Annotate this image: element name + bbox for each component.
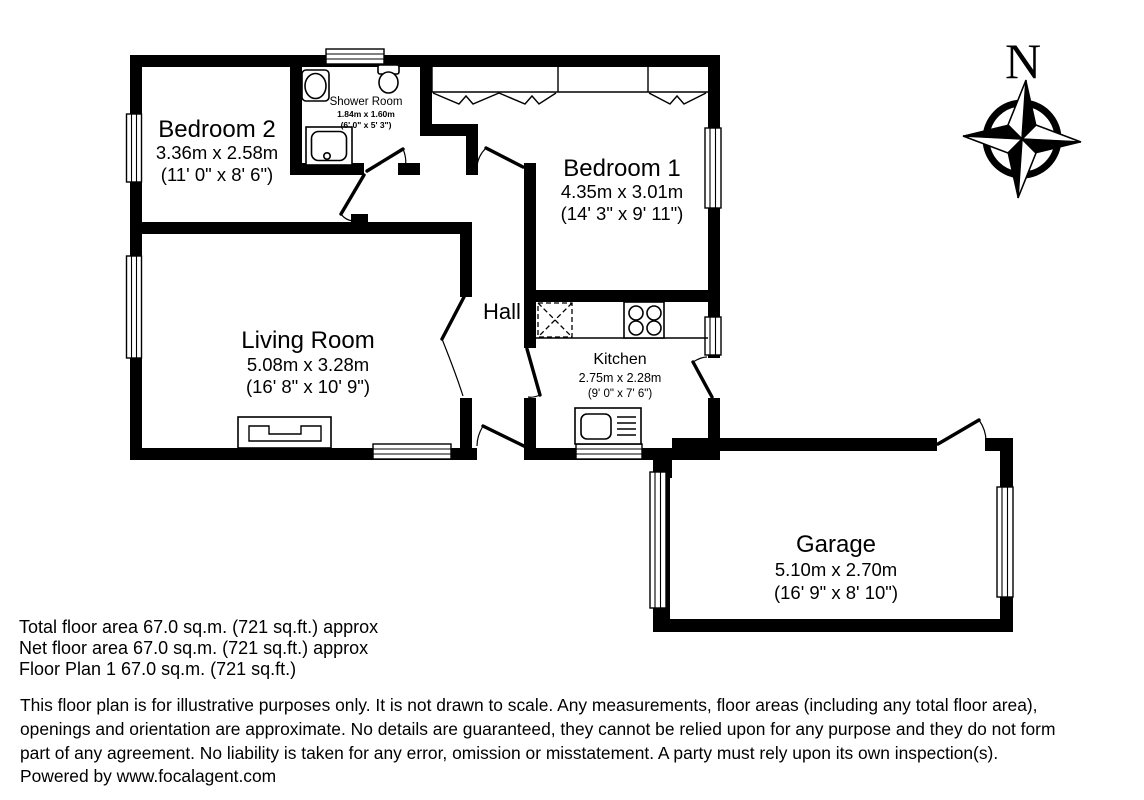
window-living-left (127, 256, 142, 358)
window-living-bottom (373, 444, 451, 459)
door-kitchen-back (693, 357, 712, 397)
kitchen-dim-imperial: (9' 0" x 7' 6") (587, 388, 653, 400)
window-garage-left (650, 472, 666, 608)
window-shower-top (326, 49, 384, 64)
living-room-dim-imperial: (16' 8" x 10' 9") (245, 376, 371, 397)
door-entrance (477, 426, 530, 449)
disclaimer-line: openings and orientation are approximate. No details are guaranteed, they cannot be relied upon for any purpose and they do not form (20, 719, 1056, 739)
wall-segment (653, 619, 1013, 632)
bathroom-sink (302, 70, 329, 101)
wall-segment (420, 55, 432, 136)
wall-segment (466, 136, 478, 175)
disclaimer (20, 695, 1055, 786)
north-label: N (1004, 33, 1042, 89)
total-floor-area: Total floor area 67.0 sq.m. (721 sq.ft.) approx (19, 617, 379, 637)
window-bedroom1-right (705, 128, 721, 208)
window-kitchen-bottom (576, 444, 642, 459)
floor-plan-area: Floor Plan 1 67.0 sq.m. (721 sq.ft.) (19, 659, 297, 679)
powered-by: Powered by www.focalagent.com (20, 766, 277, 786)
wall-segment (672, 438, 937, 451)
compass-rose-icon (963, 33, 1081, 198)
wall-segment (351, 214, 368, 226)
bedroom1-label: Bedroom 1 (563, 155, 681, 182)
shower-room-dim-metric: 1.84m x 1.60m (337, 109, 395, 119)
window-kitchen-right (705, 317, 721, 355)
shower-room-dim-imperial: (6' 0" x 5' 3") (340, 120, 392, 130)
door-garage (938, 420, 986, 444)
fireplace (238, 417, 331, 448)
disclaimer-line: This floor plan is for illustrative purposes only. It is not drawn to scale. Any measurements, floor areas (including any total floor area), (20, 695, 1038, 715)
hall-label: Hall (483, 299, 521, 324)
wall-segment (420, 124, 478, 136)
bedroom2-dim-imperial: (11' 0" x 8' 6") (160, 164, 274, 185)
living-room-dim-metric: 5.08m x 3.28m (246, 354, 370, 375)
window-garage-right (997, 487, 1013, 597)
kitchen-label: Kitchen (593, 351, 647, 368)
bedroom2-label: Bedroom 2 (158, 116, 276, 143)
bedroom1-dim-metric: 4.35m x 3.01m (560, 181, 684, 202)
bedroom2-dim-metric: 3.36m x 2.58m (155, 142, 279, 163)
net-floor-area: Net floor area 67.0 sq.m. (721 sq.ft.) approx (19, 638, 369, 658)
door-living-room (442, 297, 464, 396)
door-kitchen-hall (527, 349, 540, 397)
wall-segment (524, 302, 536, 348)
wall-segment (290, 55, 302, 175)
door-bedroom1 (477, 148, 523, 167)
garage-label: Garage (795, 531, 877, 558)
shower-tray (306, 127, 352, 165)
shower-room-label: Shower Room (329, 96, 403, 108)
wall-segment (524, 398, 536, 460)
window-bedroom2-left (127, 114, 142, 182)
wall-segment (460, 398, 472, 460)
appliance-space (538, 303, 572, 337)
wardrobe (432, 67, 708, 104)
kitchen-dim-metric: 2.75m x 2.28m (578, 371, 662, 385)
living-room-label: Living Room (241, 327, 375, 354)
toilet (378, 65, 399, 93)
wall-segment (398, 163, 420, 175)
garage-dim-imperial: (16' 9" x 8' 10") (773, 582, 899, 603)
garage-dim-metric: 5.10m x 2.70m (774, 559, 898, 580)
bedroom1-dim-imperial: (14' 3" x 9' 11") (560, 203, 684, 224)
hob (624, 302, 664, 338)
wall-segment (524, 163, 536, 302)
wall-segment (460, 222, 472, 297)
disclaimer-line: part of any agreement. No liability is taken for any error, omission or misstatement. A party must rely upon its own inspection(s). (20, 743, 999, 763)
wall-segment (524, 290, 720, 302)
wall-segment (130, 222, 472, 234)
kitchen-sink (575, 408, 641, 444)
area-summary (19, 617, 378, 679)
